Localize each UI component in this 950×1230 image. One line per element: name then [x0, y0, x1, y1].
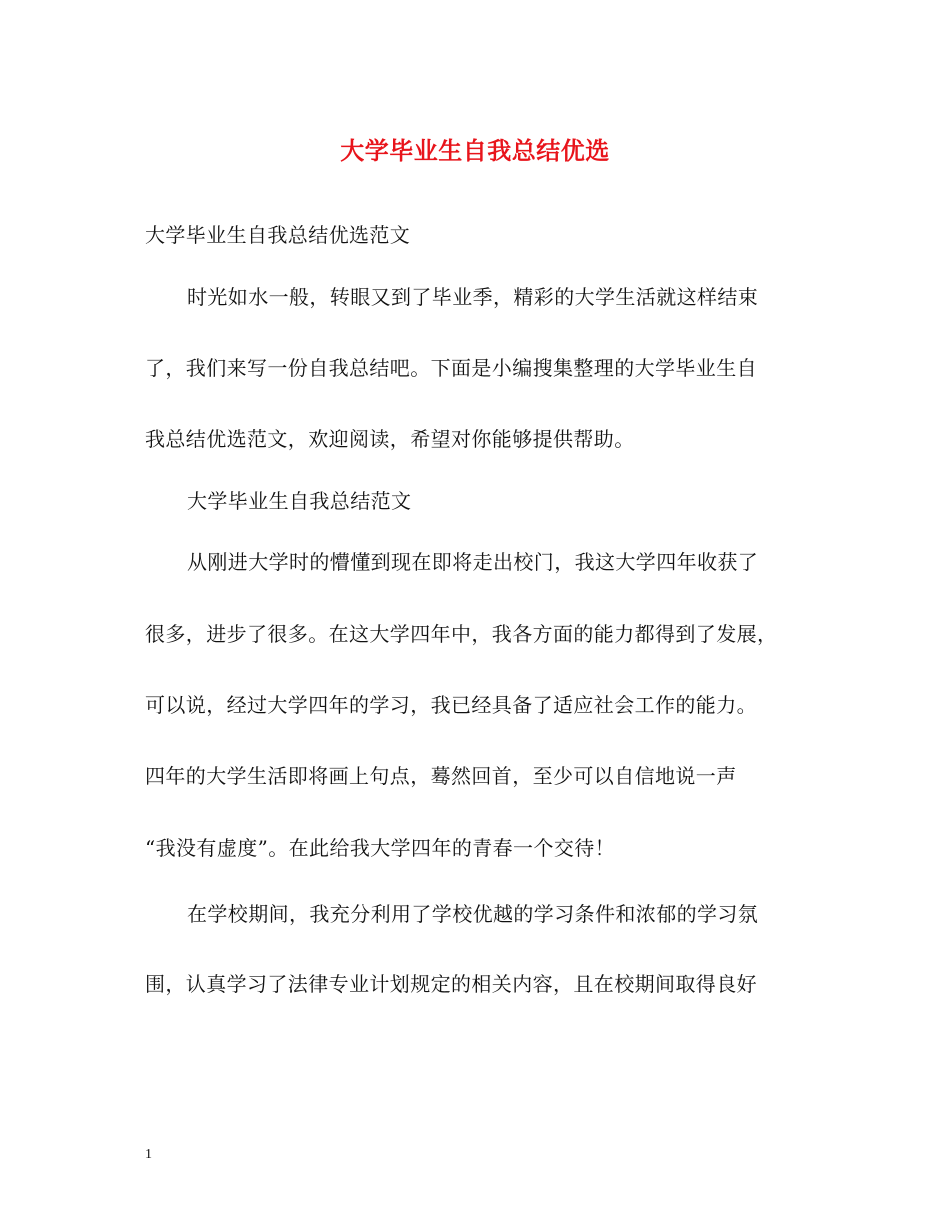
paragraph-line: 我总结优选范文，欢迎阅读，希望对你能够提供帮助。: [145, 427, 635, 451]
section-heading: 大学毕业生自我总结范文: [187, 489, 412, 513]
paragraph-line: 四年的大学生活即将画上句点，蓦然回首，至少可以自信地说一声: [145, 764, 737, 788]
paragraph-line: 从刚进大学时的懵懂到现在即将走出校门，我这大学四年收获了: [187, 550, 759, 574]
paragraph-line: 可以说，经过大学四年的学习，我已经具备了适应社会工作的能力。: [145, 693, 757, 717]
paragraph-line: 围，认真学习了法律专业计划规定的相关内容，且在校期间取得良好: [145, 972, 757, 996]
page-number: 1: [145, 1147, 152, 1162]
paragraph-line: 很多，进步了很多。在这大学四年中，我各方面的能力都得到了发展，: [145, 622, 778, 646]
paragraph-line: 了，我们来写一份自我总结吧。下面是小编搜集整理的大学毕业生自: [145, 356, 757, 380]
paragraph-line: “我没有虚度”。在此给我大学四年的青春一个交待！: [145, 836, 616, 860]
subtitle-line: 大学毕业生自我总结优选范文: [145, 223, 411, 247]
paragraph-line: 在学校期间，我充分利用了学校优越的学习条件和浓郁的学习氛: [187, 902, 759, 926]
paragraph-line: 时光如水一般，转眼又到了毕业季，精彩的大学生活就这样结束: [187, 285, 759, 309]
document-title: 大学毕业生自我总结优选: [340, 136, 610, 165]
